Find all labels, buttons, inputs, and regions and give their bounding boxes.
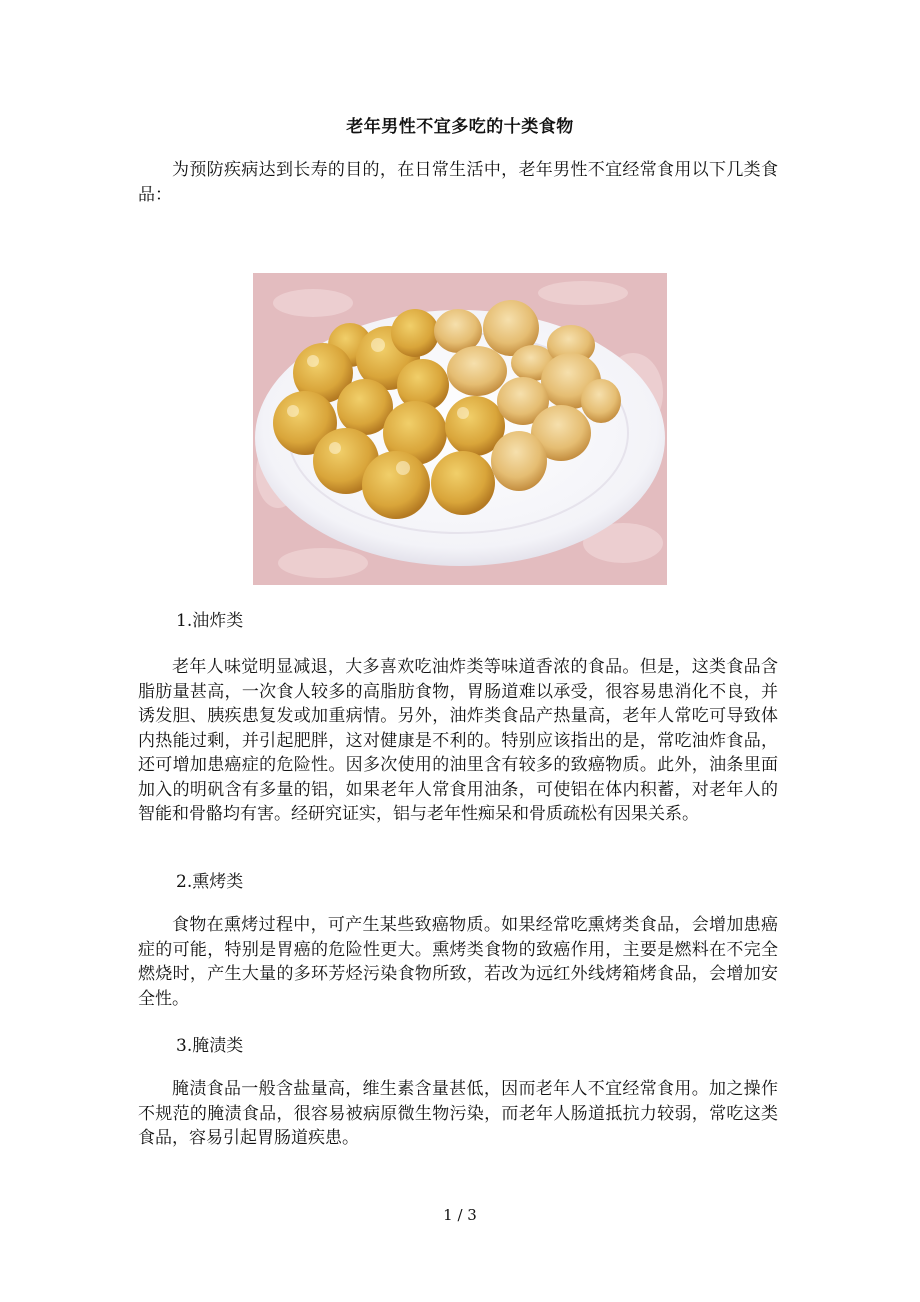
section-body-3: 腌渍食品一般含盐量高，维生素含量甚低，因而老年人不宜经常食用。加之操作不规范的腌渍食品，很容易被病原微生物污染，而老年人肠道抵抗力较弱，常吃这类食品，容易引起胃肠道疾患。	[138, 1079, 778, 1148]
page-number: 1 / 3	[443, 1206, 477, 1224]
section-body-2: 食物在熏烤过程中，可产生某些致癌物质。如果经常吃熏烤类食品，会增加患癌症的可能，特别是胃癌的危险性更大。熏烤类食物的致癌作用，主要是燃料在不完全燃烧时，产生大量的多环芳烃污染食物所致，若改为远红外线烤箱烤食品，会增加安全性。	[138, 915, 778, 1009]
section-body-1: 老年人味觉明显减退，大多喜欢吃油炸类等味道香浓的食品。但是，这类食品含脂肪量甚高，一次食人较多的高脂肪食物，胃肠道难以承受，很容易患消化不良，并诱发胆、胰疾患复发或加重病情。另外，油炸类食品产热量高，老年人常吃可导致体内热能过剩，并引起肥胖，这对健康是不利的。特别应该指出的是，常吃油炸食品，还可增加患癌症的危险性。因多次使用的油里含有较多的致癌物质。此外，油条里面加入的明矾含有多量的铝，如果老年人常食用油条，可使铝在体内积蓄，对老年人的智能和骨骼均有害。经研究证实，铝与老年性痴呆和骨质疏松有因果关系。	[138, 657, 778, 824]
intro-paragraph: 为预防疾病达到长寿的目的，在日常生活中，老年男性不宜经常食用以下几类食品：	[138, 160, 778, 205]
fried-food-plate-photo	[253, 273, 667, 585]
section-heading-2: 2.熏烤类	[176, 872, 244, 892]
page-title: 老年男性不宜多吃的十类食物	[346, 117, 574, 137]
section-heading-1: 1.油炸类	[176, 611, 244, 631]
section-heading-3: 3.腌渍类	[176, 1036, 244, 1056]
